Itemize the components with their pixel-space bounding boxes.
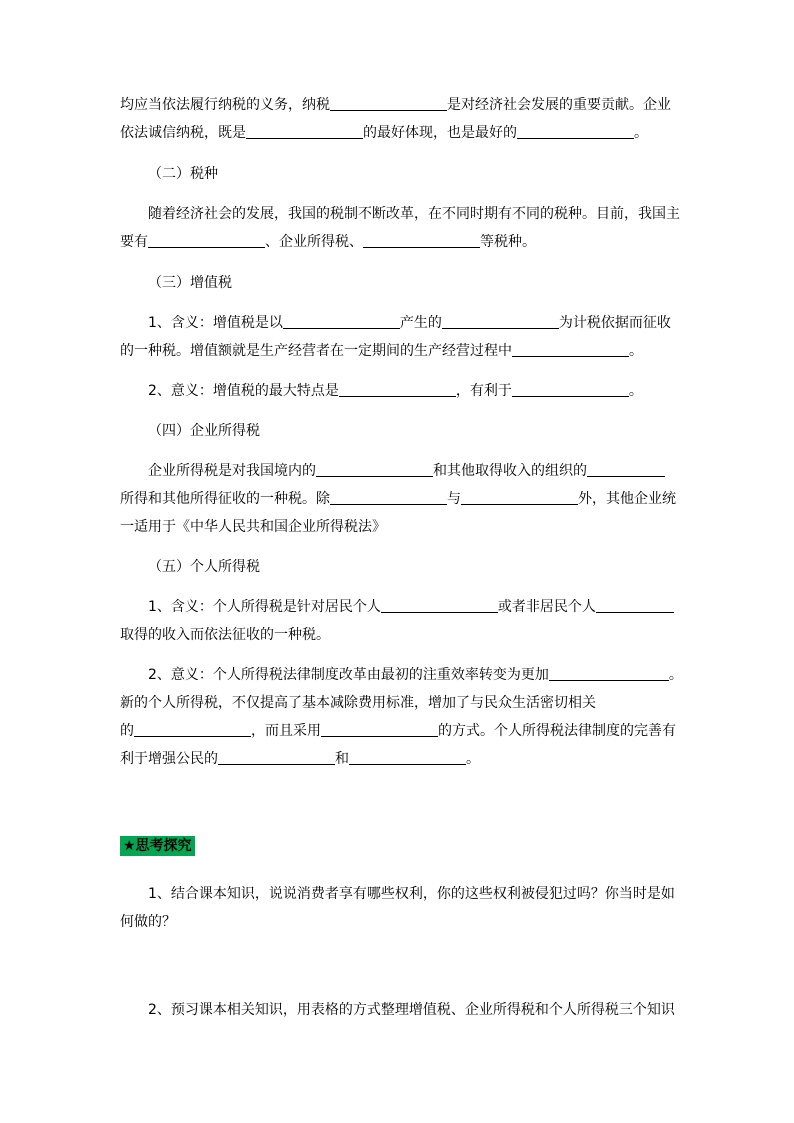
text: 利于增强公民的 [120, 751, 218, 767]
text: 。 [634, 125, 648, 141]
section-heading: （三）增值税 [148, 275, 232, 291]
paragraph-line [120, 123, 648, 143]
text: 所得和其他所得征收的一种税。除 [120, 491, 330, 507]
text: 的 [120, 723, 134, 739]
fill-blank[interactable] [381, 598, 498, 613]
paragraph-line [120, 749, 480, 769]
think-explore-badge: ★思考探究 [120, 836, 195, 856]
paragraph-line [120, 721, 676, 741]
text: 均应当依法履行纳税的义务，纳税 [120, 97, 330, 113]
text: 的方式。个人所得税法律制度的完善有 [438, 723, 676, 739]
text: 2、意义：个人所得税法律制度改革由最初的注重效率转变为更加 [148, 667, 549, 683]
fill-blank[interactable] [330, 490, 447, 505]
fill-blank[interactable] [587, 462, 665, 477]
text: 企业所得税是对我国境内的 [148, 463, 316, 479]
section-heading: （四）企业所得税 [148, 423, 260, 439]
text: 或者非居民个人 [497, 599, 596, 615]
fill-blank[interactable] [461, 490, 578, 505]
text: 。 [629, 343, 643, 359]
question-line: 2、预习课本相关知识，用表格的方式整理增值税、企业所得税和个人所得税三个知识 [148, 1002, 675, 1018]
text: 产生的 [399, 315, 442, 331]
text: 1、含义：个人所得税是针对居民个人 [148, 599, 381, 615]
text: 的一种税。增值额就是生产经营者在一定期间的生产经营过程中 [120, 343, 512, 359]
paragraph-line: 新的个人所得税，不仅提高了基本减除费用标准，增加了与民众生活密切相关 [120, 695, 596, 711]
paragraph-line [120, 232, 536, 252]
text: 为计税依据而征收 [558, 315, 671, 331]
paragraph-line: 取得的收入而依法征收的一种税。 [120, 627, 330, 643]
fill-blank[interactable] [316, 462, 433, 477]
fill-blank[interactable] [218, 750, 335, 765]
text: 2、意义：增值税的最大特点是 [148, 383, 339, 399]
text: 要有 [120, 234, 148, 250]
fill-blank[interactable] [134, 722, 251, 737]
text: 、企业所得税、 [265, 234, 363, 250]
fill-blank[interactable] [442, 314, 559, 329]
text: 和其他取得收入的组织的 [433, 463, 587, 479]
text: 等税种。 [480, 234, 536, 250]
question-line: 何做的？ [120, 914, 176, 930]
fill-blank[interactable] [512, 382, 629, 397]
text: 依法诚信纳税，既是 [120, 125, 246, 141]
text: 与 [447, 491, 461, 507]
fill-blank[interactable] [339, 382, 456, 397]
fill-blank[interactable] [330, 96, 447, 111]
text: 外，其他企业统 [578, 491, 676, 507]
paragraph-line [148, 381, 643, 401]
fill-blank[interactable] [148, 233, 265, 248]
paragraph-line [148, 461, 665, 481]
paragraph-line [120, 95, 671, 115]
text: 和 [335, 751, 349, 767]
text: 1、含义：增值税是以 [148, 315, 283, 331]
text: ，有利于 [455, 383, 512, 399]
text: 是对经济社会发展的重要贡献。企业 [447, 97, 671, 113]
fill-blank[interactable] [321, 722, 438, 737]
paragraph-line [148, 597, 674, 617]
paragraph-line [120, 489, 676, 509]
fill-blank[interactable] [512, 342, 629, 357]
text: 。 [466, 751, 480, 767]
section-heading: （五）个人所得税 [148, 559, 260, 575]
question-line: 1、结合课本知识，说说消费者享有哪些权利，你的这些权利被侵犯过吗？你当时是如 [148, 886, 675, 902]
text: ，而且采用 [251, 723, 321, 739]
fill-blank[interactable] [363, 233, 480, 248]
text: 的最好体现，也是最好的 [363, 125, 517, 141]
fill-blank[interactable] [549, 666, 669, 681]
paragraph-line [148, 313, 671, 333]
text: 。 [668, 667, 683, 683]
paragraph-line [148, 665, 683, 685]
paragraph-line: 随着经济社会的发展，我国的税制不断改革，在不同时期有不同的税种。目前，我国主 [148, 206, 680, 222]
text: 。 [628, 383, 643, 399]
fill-blank[interactable] [246, 124, 363, 139]
fill-blank[interactable] [283, 314, 400, 329]
fill-blank[interactable] [596, 598, 674, 613]
paragraph-line [120, 341, 643, 361]
section-heading: （二）税种 [148, 166, 218, 182]
fill-blank[interactable] [517, 124, 634, 139]
fill-blank[interactable] [349, 750, 466, 765]
paragraph-line: 一适用于《中华人民共和国企业所得税法》 [120, 519, 386, 535]
